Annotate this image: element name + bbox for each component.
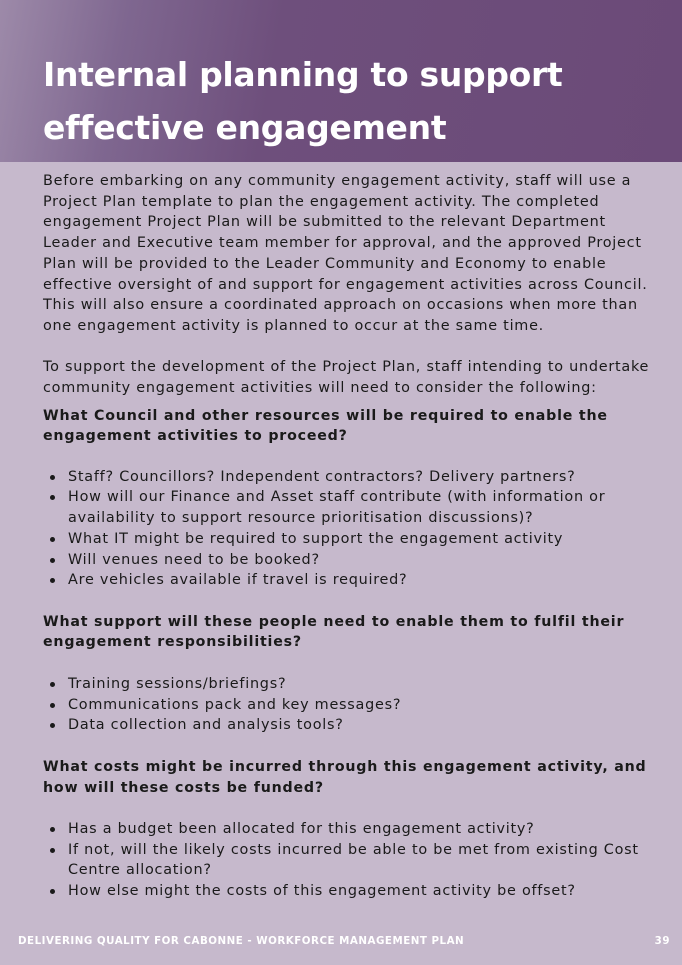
page-title [43,48,663,154]
list-item [68,487,663,528]
list-item [68,550,663,571]
list-item-text: How will our Finance and Asset staff contribute (with information or availability to support resource prioritisation discussions)? [68,489,606,527]
page-footer [18,935,670,949]
list-item [68,570,663,591]
page-content [43,171,663,902]
bullet-icon [50,537,55,542]
bullet-icon [50,578,55,583]
page-header [0,0,682,162]
list-item [68,695,663,716]
page-title-line-2: effective engagement [43,108,447,147]
bullet-icon [50,723,55,728]
intro-paragraph-2: To support the development of the Project Plan, staff intending to undertake community engagement activities will need to consider the following: [43,359,650,397]
footer-document-title: DELIVERING QUALITY FOR CABONNE - WORKFORCE MANAGEMENT PLAN [18,935,465,947]
page-title-line-1: Internal planning to support [43,55,563,94]
list-item [68,467,663,488]
list-item [68,715,663,736]
bullet-icon [50,703,55,708]
resources-list [43,467,663,591]
list-item [68,529,663,550]
list-item-text: Staff? Councillors? Independent contractors? Delivery partners? [68,468,576,485]
bullet-icon [50,848,55,853]
section-heading-support: What support will these people need to enable them to fulfil their engagement responsibilities? [43,613,625,651]
page-number: 39 [654,935,670,947]
list-item [68,840,663,881]
bullet-icon [50,827,55,832]
list-item-text: How else might the costs of this engagement activity be offset? [68,883,576,900]
list-item-text: Has a budget been allocated for this engagement activity? [68,821,535,838]
costs-list [43,819,663,902]
list-item [68,674,663,695]
intro-paragraph-1: Before embarking on any community engagement activity, staff will use a Project Plan template to plan the engagement activity. The completed engagement Project Plan will be submitted to the relevant Department Leader and Executive team member for approval, and the approved Project Plan will be provided to the Leader Community and Economy to enable effective oversight of and support for engagement activities across Council. This will also ensure a coordinated approach on occasions when more than one engagement activity is planned to occur at the same time. [43,173,648,334]
support-list [43,674,663,736]
section-heading-resources: What Council and other resources will be required to enable the engagement activities to proceed? [43,407,608,445]
list-item-text: Communications pack and key messages? [68,696,402,713]
list-item-text: Training sessions/briefings? [68,675,287,692]
bullet-icon [50,495,55,500]
section-heading-costs: What costs might be incurred through this engagement activity, and how will these costs be funded? [43,759,647,796]
list-item-text: If not, will the likely costs incurred be able to be met from existing Cost Centre allocation? [68,841,639,879]
list-item-text: Are vehicles available if travel is required? [68,572,408,589]
bullet-icon [50,475,55,480]
list-item [68,819,663,840]
list-item [68,881,663,902]
list-item-text: What IT might be required to support the engagement activity [68,530,564,547]
bullet-icon [50,558,55,563]
bullet-icon [50,889,55,894]
list-item-text: Data collection and analysis tools? [68,717,344,734]
list-item-text: Will venues need to be booked? [68,551,320,568]
bullet-icon [50,682,55,687]
